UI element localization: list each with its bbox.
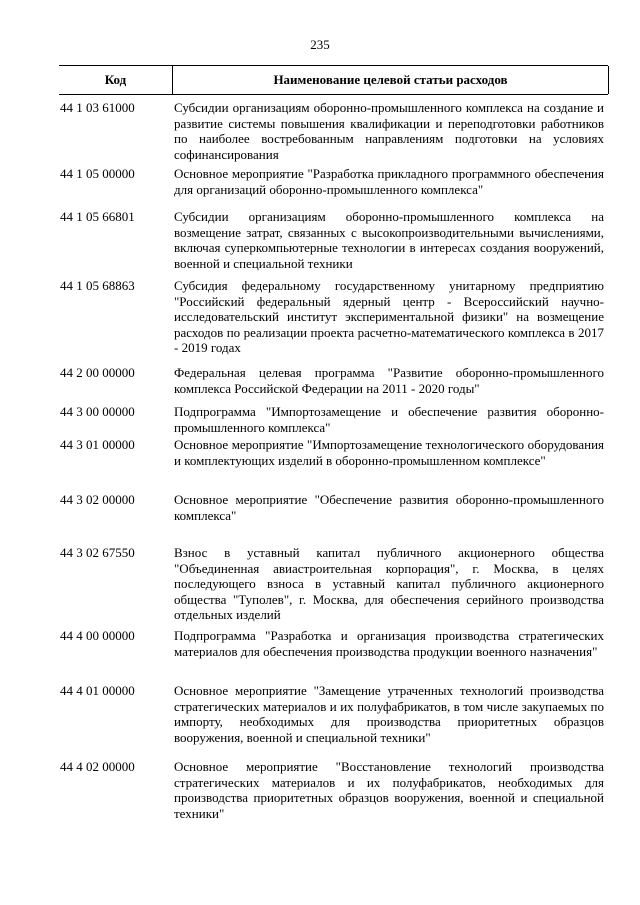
table-header xyxy=(59,65,608,95)
row-code: 44 1 03 61000 xyxy=(60,100,135,115)
row-name: Основное мероприятие "Разработка прикладного программного обеспечения для организаций оборонно-промышленного комплекса" xyxy=(174,166,604,197)
row-name: Подпрограмма "Разработка и организация производства стратегических материалов для обеспечения производства продукции военного назначения" xyxy=(174,628,604,659)
row-name: Федеральная целевая программа "Развитие оборонно-промышленного комплекса Российской Федерации на 2011 - 2020 годы" xyxy=(174,365,604,396)
row-name: Взнос в уставный капитал публичного акционерного общества "Объединенная авиастроительная корпорация", г. Москва, в целях последующего взноса в уставный капитал публичного акционерного общества "Туполев", г. Москва, для обеспечения серийного производства отдельных изделий xyxy=(174,545,604,623)
row-name: Субсидия федеральному государственному унитарному предприятию "Российский федеральный ядерный центр - Всероссийский научно-исследовательский институт экспериментальной физики" на возмещение расходов по реализации проекта расчетно-математического комплекса в 2017 - 2019 годах xyxy=(174,278,604,356)
row-code: 44 3 00 00000 xyxy=(60,404,135,419)
row-code: 44 4 01 00000 xyxy=(60,683,135,698)
header-name: Наименование целевой статьи расходов xyxy=(172,66,608,94)
header-code: Код xyxy=(104,72,127,87)
row-code: 44 4 02 00000 xyxy=(60,759,135,774)
page-number: 235 xyxy=(310,37,330,52)
row-name: Основное мероприятие "Импортозамещение технологического оборудования и комплектующих изделий в оборонно-промышленном комплексе" xyxy=(174,437,604,468)
row-code: 44 1 05 00000 xyxy=(60,166,135,181)
row-code: 44 3 02 67550 xyxy=(60,545,135,560)
row-name: Субсидии организациям оборонно-промышленного комплекса на создание и развитие системы повышения квалификации и переподготовки работников по наиболее востребованным направлениям подготовки на условиях софинансирования xyxy=(174,100,604,162)
row-code: 44 1 05 68863 xyxy=(60,278,135,293)
row-name: Субсидии организациям оборонно-промышленного комплекса на возмещение затрат, связанных с высокопроизводительными вычислениями, включая суперкомпьютерные технологии в интересах создания вооружений, военной и специальной техники xyxy=(174,209,604,271)
row-name: Подпрограмма "Импортозамещение и обеспечение развития оборонно-промышленного комплекса" xyxy=(174,404,604,435)
row-name: Основное мероприятие "Восстановление технологий производства стратегических материалов и их полуфабрикатов, необходимых для производства приоритетных образцов вооружения, военной и специальной техники" xyxy=(174,759,604,821)
header-right-border xyxy=(608,66,609,94)
row-code: 44 2 00 00000 xyxy=(60,365,135,380)
row-code: 44 3 02 00000 xyxy=(60,492,135,507)
row-code: 44 4 00 00000 xyxy=(60,628,135,643)
row-code: 44 1 05 66801 xyxy=(60,209,135,224)
row-name: Основное мероприятие "Замещение утраченных технологий производства стратегических материалов и их полуфабрикатов, в том числе закупаемых по импорту, необходимых для производства приоритетных образцов вооружения, военной и специальной техники" xyxy=(174,683,604,745)
row-name: Основное мероприятие "Обеспечение развития оборонно-промышленного комплекса" xyxy=(174,492,604,523)
row-code: 44 3 01 00000 xyxy=(60,437,135,452)
